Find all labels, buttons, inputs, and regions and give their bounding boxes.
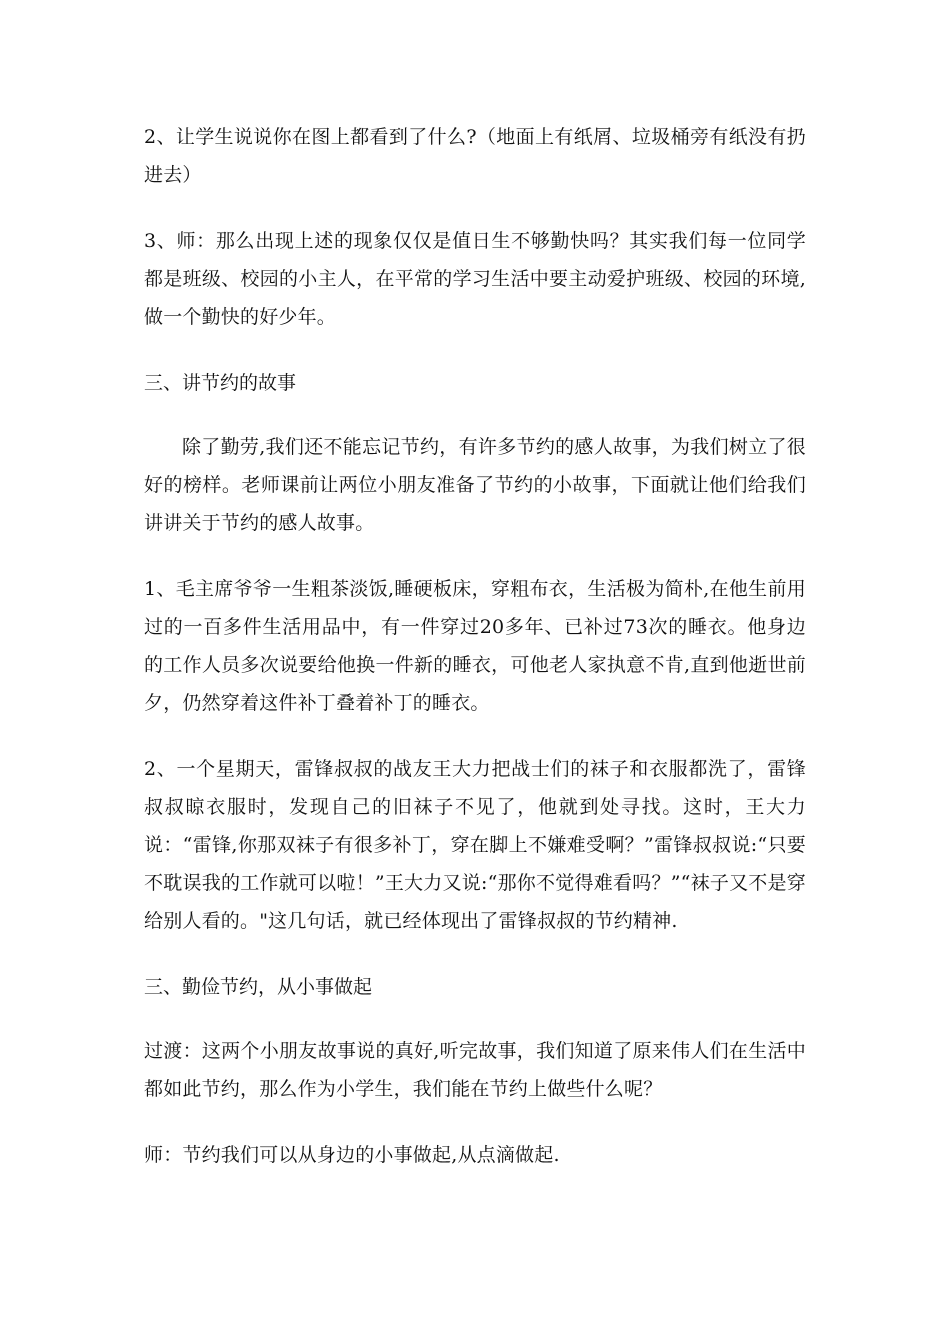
paragraph-observation-question: 2、让学生说说你在图上都看到了什么?（地面上有纸屑、垃圾桶旁有纸没有扔进去）: [144, 126, 806, 186]
paragraph-story-lei-feng: 2、一个星期天，雷锋叔叔的战友王大力把战士们的袜子和衣服都洗了，雷锋叔叔晾衣服时，发现自己的旧袜子不见了，他就到处寻找。这时，王大力说：“雷锋,你那双袜子有很多补丁，穿在脚上不嫌难受啊？”雷锋叔叔说:“只要不耽误我的工作就可以啦！”王大力又说:“那你不觉得难看吗？”“袜子又不是穿给别人看的。"这几句话，就已经体现出了雷锋叔叔的节约精神.: [144, 758, 806, 932]
paragraph-thrift-intro: 除了勤劳,我们还不能忘记节约，有许多节约的感人故事，为我们树立了很好的榜样。老师课前让两位小朋友准备了节约的小故事，下面就让他们给我们讲讲关于节约的感人故事。: [144, 436, 806, 534]
section-heading-thrift-stories: 三、讲节约的故事: [144, 372, 297, 394]
paragraph-teacher-conclusion: 师：节约我们可以从身边的小事做起,从点滴做起.: [144, 1144, 560, 1166]
section-heading-thrift-small-things: 三、勤俭节约，从小事做起: [144, 976, 373, 998]
paragraph-story-chairman-mao: 1、毛主席爷爷一生粗茶淡饭,睡硬板床，穿粗布衣，生活极为简朴,在他生前用过的一百多件生活用品中，有一件穿过20多年、已补过73次的睡衣。他身边的工作人员多次说要给他换一件新的睡衣，可他老人家执意不肯,直到他逝世前夕，仍然穿着这件补丁叠着补丁的睡衣。: [144, 578, 806, 714]
paragraph-teacher-diligence: 3、师：那么出现上述的现象仅仅是值日生不够勤快吗？其实我们每一位同学都是班级、校园的小主人，在平常的学习生活中要主动爱护班级、校园的环境,做一个勤快的好少年。: [144, 230, 806, 328]
paragraph-transition: 过渡：这两个小朋友故事说的真好,听完故事，我们知道了原来伟人们在生活中都如此节约，那么作为小学生，我们能在节约上做些什么呢？: [144, 1040, 806, 1100]
